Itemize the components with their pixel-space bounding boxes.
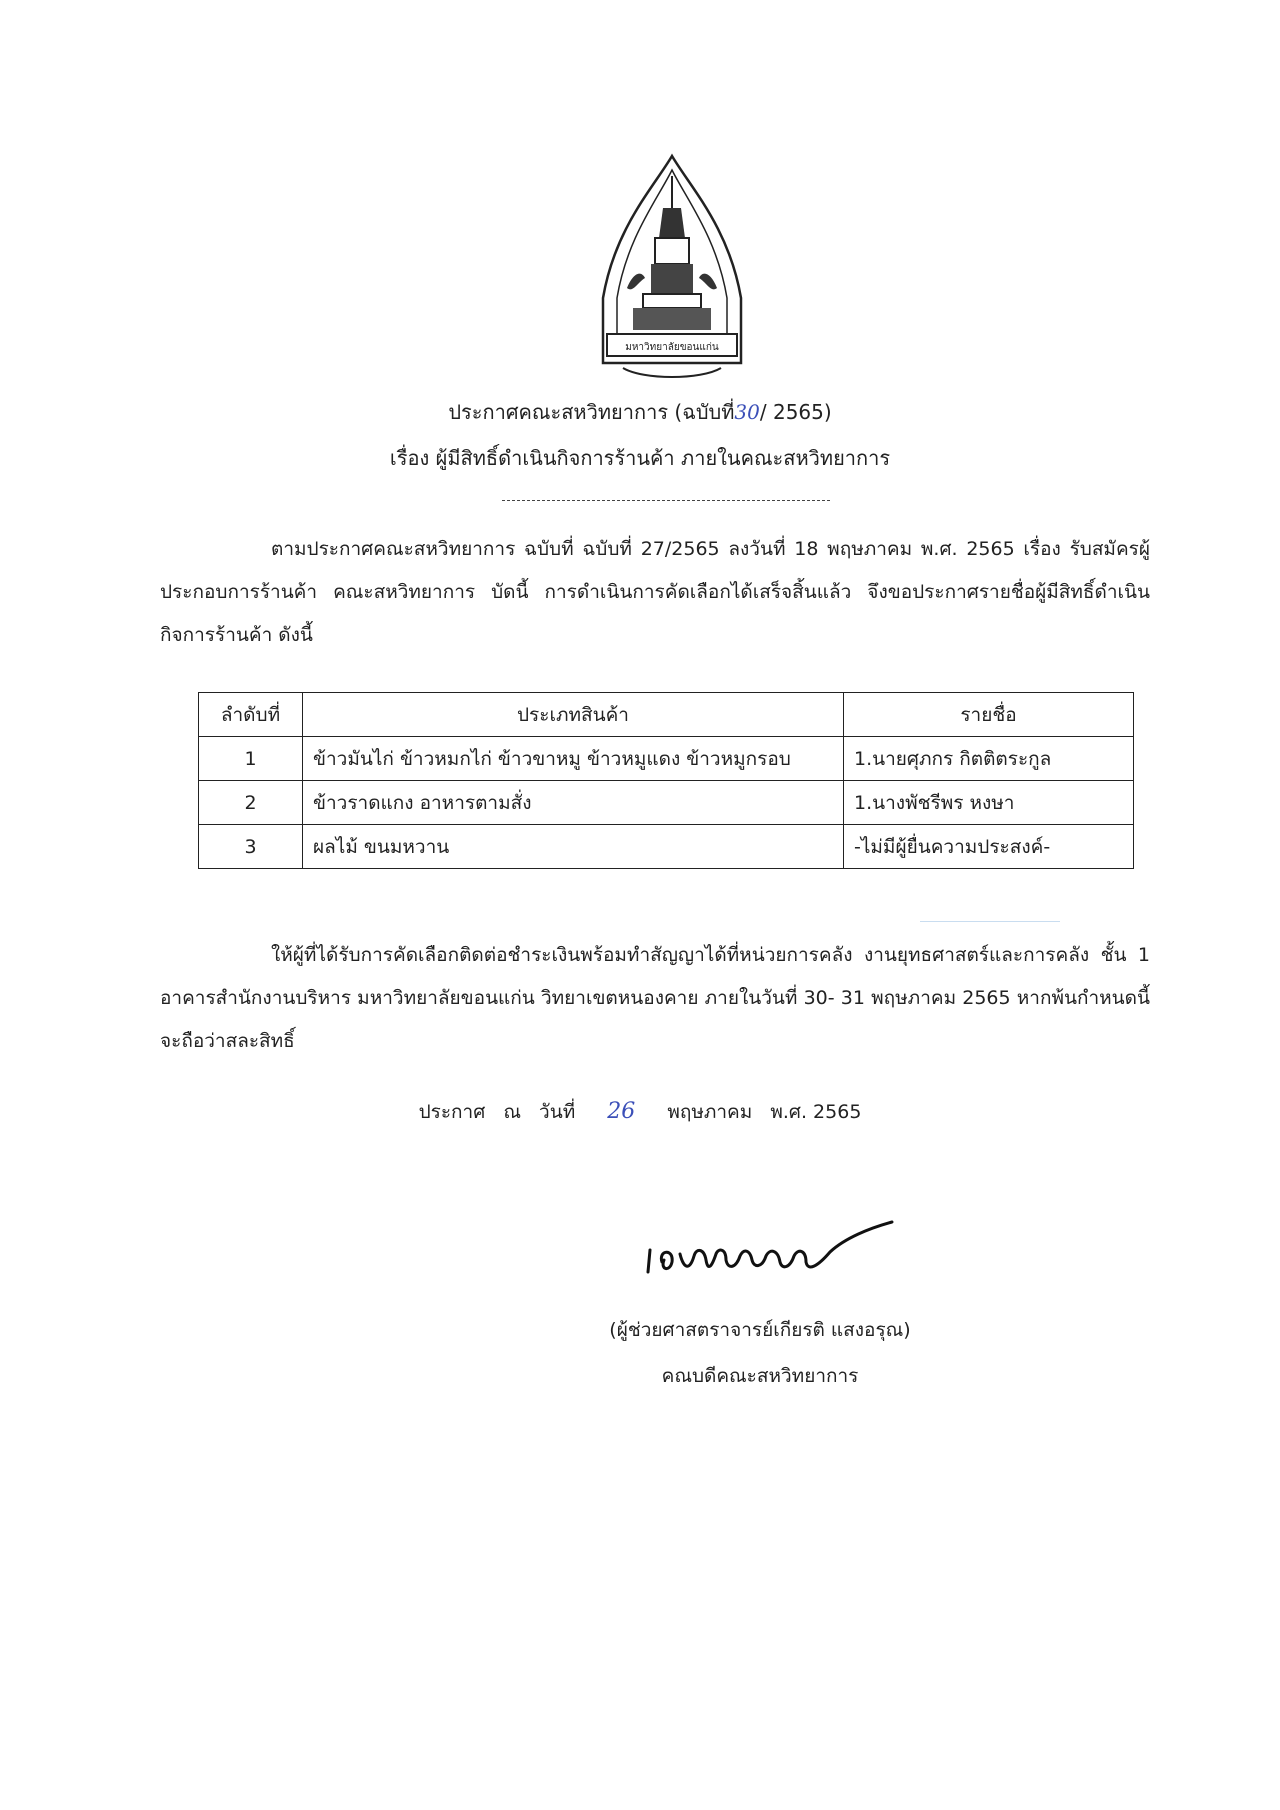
table-row [199,737,1134,781]
svg-text:มหาวิทยาลัยขอนแก่น: มหาวิทยาลัยขอนแก่น [625,342,719,353]
announce-at: ณ [503,1101,521,1123]
row-order: 1 [199,737,303,781]
announcement-subject: เรื่อง ผู้มีสิทธิ์ดำเนินกิจการร้านค้า ภายในคณะสหวิทยาการ [389,446,891,470]
announce-prefix: ประกาศ [418,1101,486,1123]
title-suffix: / 2565) [759,400,832,424]
signer-name: (ผู้ช่วยศาสตราจารย์เกียรติ แสงอรุณ) [609,1319,911,1341]
title-prefix: ประกาศคณะสหวิทยาการ (ฉบับที่ [448,400,735,424]
row-name: 1.นางพัชรีพร หงษา [844,781,1134,825]
dashed-divider [502,500,830,501]
announcement-title [0,396,1280,428]
header-name: รายชื่อ [844,693,1134,737]
table-header-row [199,693,1134,737]
university-emblem-icon [593,148,751,388]
table-row [199,825,1134,869]
row-product-type: ข้าวมันไก่ ข้าวหมกไก่ ข้าวขาหมู ข้าวหมูแดง ข้าวหมูกรอบ [303,737,844,781]
row-product-type: ผลไม้ ขนมหวาน [303,825,844,869]
signature [640,1210,900,1280]
university-logo [593,148,751,388]
signer-position: คณบดีคณะสหวิทยาการ [661,1365,859,1387]
row-order: 2 [199,781,303,825]
instruction-paragraph: ให้ผู้ที่ได้รับการคัดเลือกติดต่อชำระเงินพร้อมทำสัญญาได้ที่หน่วยการคลัง งานยุทธศาสตร์และการคลัง ชั้น 1 อาคารสำนักงานบริหาร มหาวิทยาลัยขอนแก่น วิทยาเขตหนองคาย ภายในวันที่ 30- 31 พฤษภาคม 2565 หากพ้นกำหนดนี้จะถือว่าสละสิทธิ์ [160,944,1150,1052]
intro-paragraph: ตามประกาศคณะสหวิทยาการ ฉบับที่ ฉบับที่ 27/2565 ลงวันที่ 18 พฤษภาคม พ.ศ. 2565 เรื่อง รับสมัครผู้ประกอบการร้านค้า คณะสหวิทยาการ บัดนี้ การดำเนินการคัดเลือกได้เสร็จสิ้นแล้ว จึงขอประกาศรายชื่อผู้มีสิทธิ์ดำเนินกิจการร้านค้า ดังนี้ [160,538,1150,646]
announce-year: พ.ศ. 2565 [770,1101,862,1123]
row-name: 1.นายศุภกร กิตติตระกูล [844,737,1134,781]
announcement-date [0,1097,1280,1127]
row-order: 3 [199,825,303,869]
header-order: ลำดับที่ [199,693,303,737]
shop-list-table [198,692,1134,869]
announce-day-label: วันที่ [539,1101,576,1123]
table-row [199,781,1134,825]
announce-month: พฤษภาคม [667,1101,753,1123]
handwritten-day: 26 [607,1099,636,1124]
header-product-type: ประเภทสินค้า [303,693,844,737]
signature-icon [640,1210,900,1280]
row-name: -ไม่มีผู้ยื่นความประสงค์- [844,825,1134,869]
handwritten-issue-number: 30 [734,400,760,424]
row-product-type: ข้าวราดแกง อาหารตามสั่ง [303,781,844,825]
faint-mark [920,921,1060,922]
